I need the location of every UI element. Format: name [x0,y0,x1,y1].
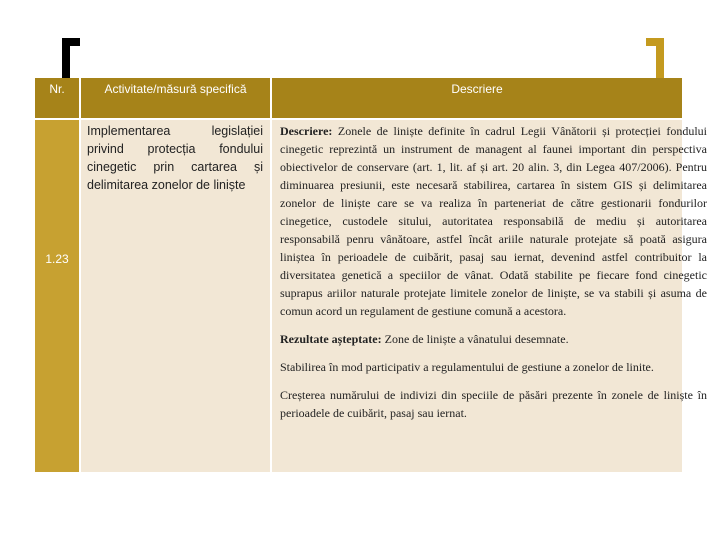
header-description: Descriere [272,78,682,118]
activity-text: Implementarea legislației privind protecția fondului cinegetic prin cartarea și delimitarea zonelor de liniște [87,124,263,192]
corner-bracket-top-right-arm [646,38,664,46]
regulation-paragraph: Stabilirea în mod participativ a regulamentului de gestiune a zonelor de linite. [280,360,654,374]
description-paragraph [280,122,707,320]
header-nr: Nr. [35,78,79,118]
corner-bracket-top-left-arm [62,38,80,46]
cell-description [272,120,707,472]
cell-activity [81,120,270,472]
row-number: 1.23 [45,252,69,266]
results-text: Zone de liniște a vânatului desemnate. [381,332,569,346]
description-text: Zonele de liniște definite în cadrul Legii Vânătorii și protecției fondului cinegetic reprezintă un instrument de managent al faunei important din perspectiva obiectivelor de conservare (art. 1, lit. af și art. 20 alin. 3, din Legea 407/2006). Pentru diminuarea presiunii, este necesară stabilirea, cartarea în sistem GIS și delimitarea zonelor de liniște care se va realiza în parteneriat de către gestionarii fondurilor cinegetice, custodele sitului, autoritatea responsabilă de mediu și autoritarea responsabilă penru vânătoare, astfel încât ariile naturale protejate să poată asigura liniștea în perioadele de cuibărit, pasaj sau iernat, devenind astfel contribuitor la diversitatea genetică a speciilor de vânat. Odată stabilite pe fiecare fond cinegetic suprapus ariilor naturale protejate limitele zonelor de liniște, se va stabili și asuma de comun acord un regulament de gestiune comună a acestora. [280,124,707,318]
description-body [280,122,707,432]
header-activity: Activitate/măsură specifică [81,78,270,118]
population-paragraph: Creșterea numărului de indivizi din speciile de păsări prezente în zonele de liniște în perioadele de cuibărit, pasaj sau iernat. [280,388,707,420]
cell-nr [35,120,79,472]
results-paragraph [280,330,707,348]
measures-table [35,78,707,472]
results-label: Rezultate așteptate: [280,332,382,346]
description-label: Descriere: [280,124,333,138]
